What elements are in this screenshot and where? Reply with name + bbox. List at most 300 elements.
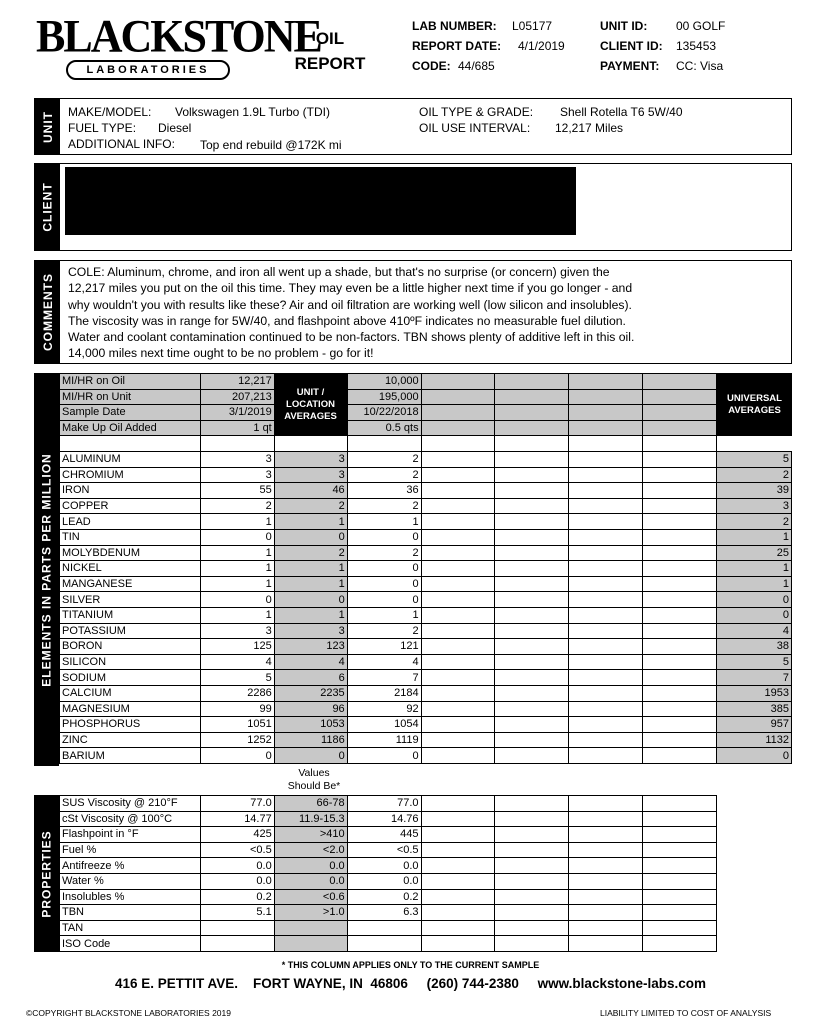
info-row	[60, 374, 792, 390]
element-empty-cell	[643, 623, 717, 639]
property-current	[200, 936, 274, 952]
element-empty-cell	[643, 467, 717, 483]
info-prev: 195,000	[347, 389, 421, 405]
element-row	[60, 467, 792, 483]
info-empty-cell	[569, 389, 643, 405]
spacer-cell	[60, 436, 201, 452]
element-prev: 1054	[347, 717, 421, 733]
element-prev: 2	[347, 623, 421, 639]
element-label: TITANIUM	[60, 607, 201, 623]
element-avg: 3	[274, 623, 347, 639]
element-avg: 3	[274, 467, 347, 483]
info-empty-cell	[495, 389, 569, 405]
property-should-be: 0.0	[274, 873, 347, 889]
property-empty-cell	[643, 905, 717, 921]
element-prev: 2184	[347, 685, 421, 701]
element-label: LEAD	[60, 514, 201, 530]
property-empty-cell	[495, 905, 569, 921]
element-label: ZINC	[60, 732, 201, 748]
element-empty-cell	[421, 607, 495, 623]
report-title-line2: REPORT	[294, 54, 366, 73]
element-current: 3	[200, 452, 274, 468]
property-row	[60, 811, 717, 827]
element-universal: 38	[717, 639, 792, 655]
element-empty-cell	[495, 545, 569, 561]
element-empty-cell	[643, 452, 717, 468]
element-label: BORON	[60, 639, 201, 655]
info-empty-cell	[421, 405, 495, 421]
property-should-be: 0.0	[274, 858, 347, 874]
element-row	[60, 701, 792, 717]
property-current: 77.0	[200, 796, 274, 812]
property-empty-cell	[421, 889, 495, 905]
property-row	[60, 889, 717, 905]
element-prev: 4	[347, 654, 421, 670]
element-avg: 3	[274, 452, 347, 468]
element-empty-cell	[569, 592, 643, 608]
property-empty-cell	[421, 796, 495, 812]
element-universal: 1	[717, 576, 792, 592]
element-empty-cell	[421, 452, 495, 468]
element-empty-cell	[421, 576, 495, 592]
property-empty-cell	[569, 796, 643, 812]
element-avg: 1	[274, 561, 347, 577]
element-empty-cell	[569, 654, 643, 670]
property-should-be	[274, 936, 347, 952]
element-current: 1252	[200, 732, 274, 748]
comment-line: The viscosity was in range for 5W/40, and flashpoint above 410ºF indicates no measurable fuel dilution.	[68, 313, 626, 328]
element-row	[60, 514, 792, 530]
element-universal: 3	[717, 498, 792, 514]
property-row	[60, 873, 717, 889]
logo-subtitle: LABORATORIES	[66, 60, 230, 80]
element-current: 1	[200, 576, 274, 592]
info-spacer-row	[60, 436, 792, 452]
element-prev: 0	[347, 748, 421, 764]
info-empty-cell	[569, 420, 643, 436]
element-empty-cell	[421, 561, 495, 577]
elements-table	[59, 451, 792, 764]
property-current: 14.77	[200, 811, 274, 827]
property-empty-cell	[643, 936, 717, 952]
liability: LIABILITY LIMITED TO COST OF ANALYSIS	[600, 1008, 772, 1018]
element-empty-cell	[569, 452, 643, 468]
element-empty-cell	[569, 748, 643, 764]
element-empty-cell	[495, 529, 569, 545]
element-empty-cell	[421, 498, 495, 514]
element-prev: 0	[347, 561, 421, 577]
property-empty-cell	[495, 827, 569, 843]
element-empty-cell	[643, 483, 717, 499]
element-row	[60, 717, 792, 733]
element-universal: 0	[717, 592, 792, 608]
unit-section	[34, 98, 792, 155]
element-prev: 1	[347, 514, 421, 530]
element-label: TIN	[60, 529, 201, 545]
info-prev: 10/22/2018	[347, 405, 421, 421]
logo-wordmark: BLACKSTONE	[36, 10, 321, 63]
element-empty-cell	[569, 545, 643, 561]
element-label: SILICON	[60, 654, 201, 670]
property-should-be: <2.0	[274, 842, 347, 858]
element-row	[60, 592, 792, 608]
element-current: 0	[200, 592, 274, 608]
property-empty-cell	[569, 827, 643, 843]
info-prev: 0.5 qts	[347, 420, 421, 436]
lab-number-value: L05177	[512, 19, 553, 33]
element-empty-cell	[495, 654, 569, 670]
values-should-be-header	[274, 767, 354, 793]
element-universal: 1132	[717, 732, 792, 748]
element-label: IRON	[60, 483, 201, 499]
property-prev: 77.0	[347, 796, 421, 812]
unit-sidebar	[35, 99, 60, 154]
element-empty-cell	[495, 639, 569, 655]
element-empty-cell	[421, 592, 495, 608]
element-empty-cell	[643, 670, 717, 686]
property-current: 0.0	[200, 858, 274, 874]
payment-value: CC: Visa	[676, 59, 724, 73]
property-prev: <0.5	[347, 842, 421, 858]
unit-section-label: UNIT	[40, 110, 55, 143]
element-label: MAGNESIUM	[60, 701, 201, 717]
info-avg-spacer	[274, 374, 347, 390]
info-avg-spacer	[274, 420, 347, 436]
element-prev: 2	[347, 498, 421, 514]
property-empty-cell	[643, 889, 717, 905]
properties-table	[59, 795, 717, 952]
interval-label: OIL USE INTERVAL:	[419, 121, 531, 135]
property-empty-cell	[643, 811, 717, 827]
property-prev: 14.76	[347, 811, 421, 827]
element-empty-cell	[643, 498, 717, 514]
element-universal: 957	[717, 717, 792, 733]
oil-label: OIL TYPE & GRADE:	[419, 105, 534, 119]
element-row	[60, 639, 792, 655]
element-empty-cell	[495, 467, 569, 483]
property-prev: 0.0	[347, 858, 421, 874]
property-prev	[347, 936, 421, 952]
property-empty-cell	[421, 858, 495, 874]
report-date-label: REPORT DATE:	[412, 39, 502, 53]
element-empty-cell	[495, 607, 569, 623]
property-label: cSt Viscosity @ 100°C	[60, 811, 201, 827]
element-prev: 0	[347, 576, 421, 592]
element-empty-cell	[643, 639, 717, 655]
element-universal: 2	[717, 467, 792, 483]
info-univ-spacer	[717, 405, 792, 421]
property-empty-cell	[569, 873, 643, 889]
element-universal: 5	[717, 654, 792, 670]
element-current: 99	[200, 701, 274, 717]
element-label: CALCIUM	[60, 685, 201, 701]
element-label: PHOSPHORUS	[60, 717, 201, 733]
info-empty-cell	[421, 374, 495, 390]
element-empty-cell	[569, 639, 643, 655]
element-row	[60, 607, 792, 623]
element-prev: 7	[347, 670, 421, 686]
comments-section	[34, 260, 792, 364]
element-row	[60, 545, 792, 561]
element-empty-cell	[495, 576, 569, 592]
info-label: ADDITIONAL INFO:	[68, 137, 175, 151]
element-current: 1	[200, 545, 274, 561]
property-empty-cell	[569, 936, 643, 952]
info-empty-cell	[495, 374, 569, 390]
comment-line: 14,000 miles next time ought to be no problem - go for it!	[68, 346, 374, 361]
code-label: CODE:	[412, 59, 451, 73]
client-redaction	[65, 167, 576, 235]
property-empty-cell	[643, 858, 717, 874]
element-current: 0	[200, 529, 274, 545]
element-empty-cell	[569, 670, 643, 686]
property-empty-cell	[495, 811, 569, 827]
element-prev: 36	[347, 483, 421, 499]
property-row	[60, 936, 717, 952]
info-empty-cell	[643, 389, 717, 405]
element-label: SODIUM	[60, 670, 201, 686]
lab-number-label: LAB NUMBER:	[412, 19, 497, 33]
element-label: CHROMIUM	[60, 467, 201, 483]
element-empty-cell	[421, 514, 495, 530]
element-current: 1	[200, 514, 274, 530]
info-current: 3/1/2019	[200, 405, 274, 421]
element-empty-cell	[421, 639, 495, 655]
fuel-label: FUEL TYPE:	[68, 121, 137, 135]
element-universal: 1	[717, 561, 792, 577]
element-avg: 2	[274, 545, 347, 561]
info-row	[60, 405, 792, 421]
info-label: MI/HR on Unit	[60, 389, 201, 405]
element-label: POTASSIUM	[60, 623, 201, 639]
element-empty-cell	[643, 561, 717, 577]
client-id-value: 135453	[676, 39, 717, 53]
element-universal: 0	[717, 607, 792, 623]
element-label: BARIUM	[60, 748, 201, 764]
element-row	[60, 732, 792, 748]
element-universal: 25	[717, 545, 792, 561]
element-empty-cell	[643, 514, 717, 530]
element-empty-cell	[569, 514, 643, 530]
info-value: Top end rebuild @172K mi	[200, 138, 342, 152]
spacer-cell	[200, 436, 274, 452]
property-empty-cell	[495, 873, 569, 889]
info-empty-cell	[643, 420, 717, 436]
element-universal: 7	[717, 670, 792, 686]
footer-address: 416 E. PETTIT AVE. FORT WAYNE, IN 46806 (260) 744-2380 www.blackstone-labs.com	[115, 976, 706, 991]
info-label: MI/HR on Oil	[60, 374, 201, 390]
property-label: TAN	[60, 920, 201, 936]
comment-line: 12,217 miles you put on the oil this time. They may even be a little higher next time if you go longer - and	[68, 281, 633, 296]
footnote: * THIS COLUMN APPLIES ONLY TO THE CURRENT SAMPLE	[281, 960, 540, 970]
property-current	[200, 920, 274, 936]
comment-line: why wouldn't you with results like these? Air and oil filtration are working well (low silicon and insolubles).	[68, 297, 632, 312]
element-current: 0	[200, 748, 274, 764]
client-sidebar	[35, 164, 60, 250]
element-universal: 5	[717, 452, 792, 468]
element-current: 5	[200, 670, 274, 686]
element-row	[60, 623, 792, 639]
element-empty-cell	[421, 732, 495, 748]
element-label: COPPER	[60, 498, 201, 514]
element-current: 125	[200, 639, 274, 655]
element-empty-cell	[643, 576, 717, 592]
property-label: Flashpoint in °F	[60, 827, 201, 843]
element-empty-cell	[421, 467, 495, 483]
element-empty-cell	[495, 717, 569, 733]
element-empty-cell	[495, 452, 569, 468]
property-empty-cell	[569, 920, 643, 936]
spacer-cell	[717, 436, 792, 452]
element-current: 1051	[200, 717, 274, 733]
element-current: 2	[200, 498, 274, 514]
property-empty-cell	[643, 796, 717, 812]
element-empty-cell	[643, 685, 717, 701]
info-univ-spacer	[717, 420, 792, 436]
element-empty-cell	[495, 670, 569, 686]
info-current: 207,213	[200, 389, 274, 405]
element-empty-cell	[495, 514, 569, 530]
element-row	[60, 670, 792, 686]
element-empty-cell	[421, 545, 495, 561]
element-empty-cell	[643, 545, 717, 561]
element-row	[60, 483, 792, 499]
info-univ-spacer	[717, 374, 792, 390]
element-avg: 1	[274, 607, 347, 623]
property-prev: 0.0	[347, 873, 421, 889]
element-empty-cell	[569, 498, 643, 514]
element-empty-cell	[643, 607, 717, 623]
element-avg: 0	[274, 748, 347, 764]
element-row	[60, 561, 792, 577]
property-label: Antifreeze %	[60, 858, 201, 874]
property-current: 0.0	[200, 873, 274, 889]
element-empty-cell	[569, 717, 643, 733]
element-empty-cell	[421, 685, 495, 701]
element-empty-cell	[421, 701, 495, 717]
element-row	[60, 576, 792, 592]
element-current: 4	[200, 654, 274, 670]
element-label: SILVER	[60, 592, 201, 608]
spacer-cell	[274, 436, 347, 452]
element-empty-cell	[421, 483, 495, 499]
property-current: 5.1	[200, 905, 274, 921]
element-empty-cell	[421, 529, 495, 545]
element-label: MANGANESE	[60, 576, 201, 592]
property-empty-cell	[643, 920, 717, 936]
element-avg: 1053	[274, 717, 347, 733]
element-label: NICKEL	[60, 561, 201, 577]
info-univ-spacer	[717, 389, 792, 405]
property-row	[60, 796, 717, 812]
element-universal: 39	[717, 483, 792, 499]
element-avg: 1	[274, 514, 347, 530]
property-empty-cell	[643, 873, 717, 889]
comment-line: COLE: Aluminum, chrome, and iron all went up a shade, but that's no surprise (or concern) given the	[68, 265, 610, 279]
element-empty-cell	[495, 732, 569, 748]
element-empty-cell	[569, 701, 643, 717]
property-row	[60, 920, 717, 936]
property-empty-cell	[569, 811, 643, 827]
copyright: ©COPYRIGHT BLACKSTONE LABORATORIES 2019	[26, 1008, 231, 1018]
element-empty-cell	[643, 529, 717, 545]
element-empty-cell	[569, 576, 643, 592]
property-empty-cell	[421, 827, 495, 843]
element-empty-cell	[569, 561, 643, 577]
property-label: Insolubles %	[60, 889, 201, 905]
property-empty-cell	[495, 889, 569, 905]
property-empty-cell	[569, 842, 643, 858]
property-current: 425	[200, 827, 274, 843]
element-avg: 4	[274, 654, 347, 670]
property-should-be	[274, 920, 347, 936]
unit-id-label: UNIT ID:	[600, 19, 648, 33]
property-empty-cell	[569, 905, 643, 921]
info-prev: 10,000	[347, 374, 421, 390]
element-prev: 0	[347, 529, 421, 545]
element-universal: 1953	[717, 685, 792, 701]
info-avg-spacer	[274, 405, 347, 421]
report-title	[280, 26, 380, 76]
property-empty-cell	[495, 936, 569, 952]
property-empty-cell	[495, 858, 569, 874]
element-empty-cell	[569, 685, 643, 701]
spacer-cell	[421, 436, 495, 452]
property-empty-cell	[421, 905, 495, 921]
info-current: 1 qt	[200, 420, 274, 436]
element-empty-cell	[569, 483, 643, 499]
property-empty-cell	[421, 842, 495, 858]
property-row	[60, 905, 717, 921]
element-empty-cell	[421, 654, 495, 670]
property-empty-cell	[569, 889, 643, 905]
element-prev: 2	[347, 545, 421, 561]
info-empty-cell	[495, 405, 569, 421]
property-should-be: 11.9-15.3	[274, 811, 347, 827]
element-empty-cell	[495, 623, 569, 639]
element-avg: 123	[274, 639, 347, 655]
fuel-value: Diesel	[158, 121, 192, 135]
element-prev: 0	[347, 592, 421, 608]
property-row	[60, 858, 717, 874]
element-empty-cell	[421, 748, 495, 764]
element-avg: 0	[274, 529, 347, 545]
oil-value: Shell Rotella T6 5W/40	[560, 105, 683, 119]
element-universal: 4	[717, 623, 792, 639]
spacer-cell	[569, 436, 643, 452]
spacer-cell	[347, 436, 421, 452]
elements-info-table	[59, 373, 792, 452]
element-universal: 1	[717, 529, 792, 545]
code-value: 44/685	[458, 59, 495, 73]
element-avg: 96	[274, 701, 347, 717]
property-prev: 6.3	[347, 905, 421, 921]
spacer-cell	[495, 436, 569, 452]
unit-averages-header: UNIT / LOCATION AVERAGES	[274, 373, 347, 436]
property-empty-cell	[569, 858, 643, 874]
info-empty-cell	[643, 374, 717, 390]
property-label: Fuel %	[60, 842, 201, 858]
element-empty-cell	[495, 685, 569, 701]
element-empty-cell	[643, 748, 717, 764]
property-should-be: >1.0	[274, 905, 347, 921]
element-row	[60, 498, 792, 514]
info-empty-cell	[495, 420, 569, 436]
element-universal: 0	[717, 748, 792, 764]
property-empty-cell	[495, 842, 569, 858]
universal-averages-header: UNIVERSAL AVERAGES	[717, 373, 792, 436]
element-empty-cell	[643, 701, 717, 717]
